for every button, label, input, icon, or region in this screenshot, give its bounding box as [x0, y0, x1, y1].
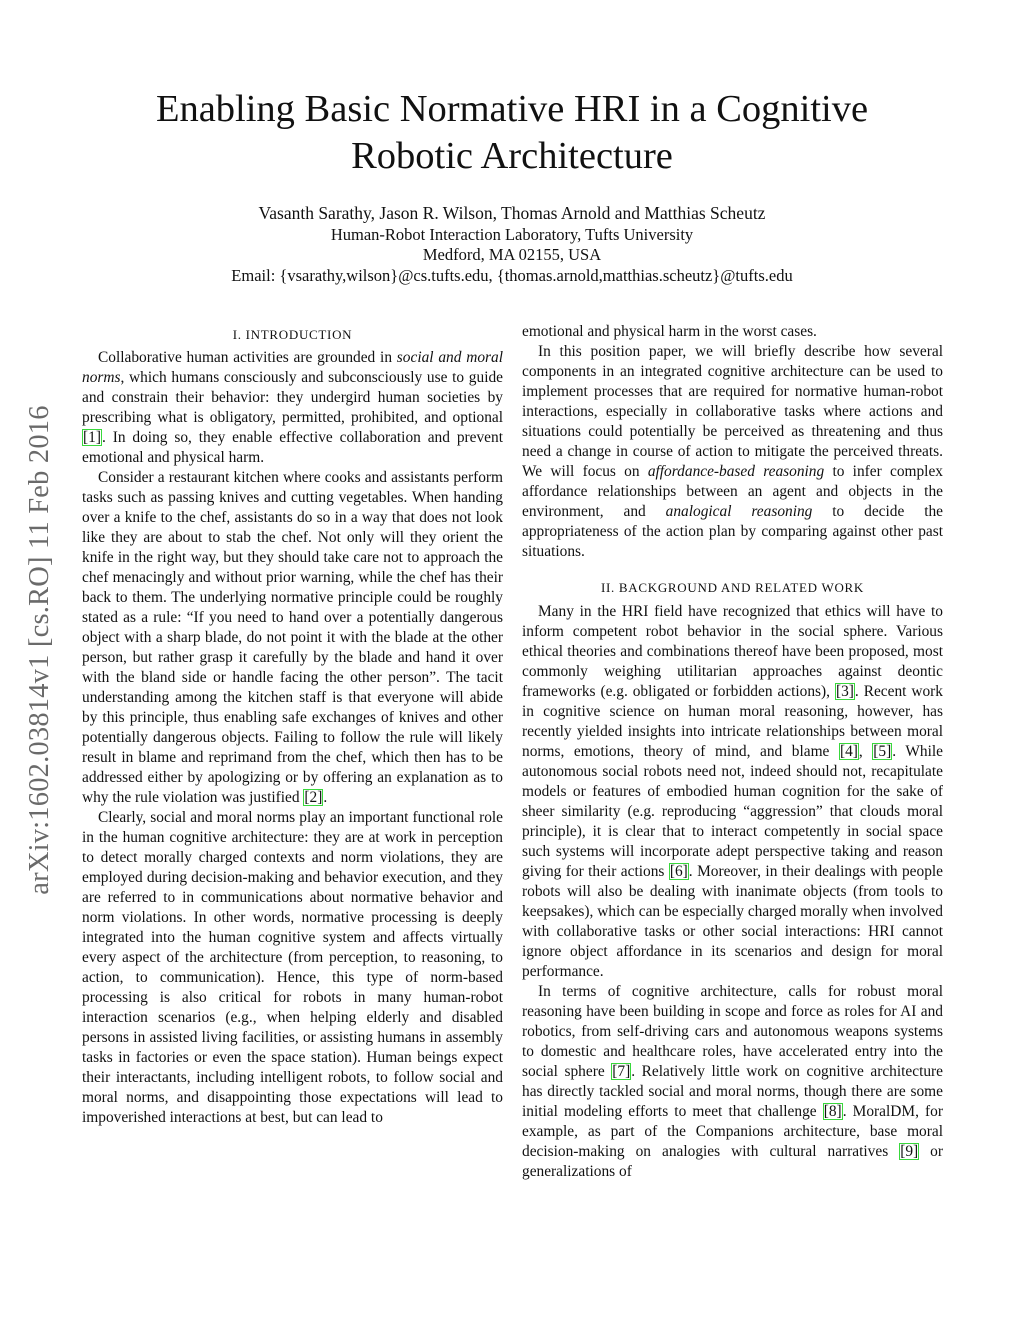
citation-6[interactable]: [6] [669, 863, 688, 880]
title-line-2: Robotic Architecture [351, 135, 673, 177]
intro-paragraph-1: Collaborative human activities are grounded in social and moral norms, which humans consciously and subconsciously use to guide and constrain their behavior: they undergird human societies by prescribing what is obligatory, permitted, prohibited, and optional [1]. In doing so, they enable effective collaboration and prevent emotional and physical harm. [82, 349, 503, 466]
emphasis-analogical-reasoning: analogical reasoning [665, 503, 813, 520]
citation-1[interactable]: [1] [83, 429, 101, 446]
paper-title [100, 86, 924, 180]
citation-2[interactable]: [2] [304, 789, 323, 806]
title-line-1: Enabling Basic Normative HRI in a Cognitive [155, 88, 869, 130]
emphasis-social-norms: social and moral norms [82, 349, 503, 386]
email: Email: {vsarathy,wilson}@cs.tufts.edu, {thomas.arnold,matthias.scheutz}@tufts.edu [231, 265, 793, 285]
intro-paragraph-3-continued: emotional and physical harm in the worst cases. [522, 323, 817, 340]
emphasis-affordance-reasoning: affordance-based reasoning [647, 463, 825, 480]
citation-9[interactable]: [9] [900, 1143, 919, 1160]
citation-3[interactable]: [3] [835, 683, 854, 700]
intro-paragraph-2: Consider a restaurant kitchen where cooks and assistants perform tasks such as passing knives and cutting vegetables. When handing over a knife to the chef, assistants do so in a way that does not look like they are about to stab the chef. Not only will they orient the knife in the right way, but they should take care not to approach the chef menacingly and without prior warning, while the chef has their back to them. The underlying normative principle could be roughly stated as a rule: “If you need to hand over a potentially dangerous object with a sharp blade, do not point it with the blade at the other person, but rather grasp it carefully by the blade and hand it over with the bland side or handle facing the other person”. The tacit understanding among the kitchen staff is that everyone will abide by this principle, thus enabling safe exchanges of knives and other potentially dangerous objects. Failing to follow the rule will likely result in blame and reprimand from the chef, which then has to be addressed either by apologizing or by offering an explanation as to why the rule violation was justified [2]. [82, 469, 503, 806]
affiliation: Human-Robot Interaction Laboratory, Tufts University [330, 224, 694, 244]
background-paragraph-2: In terms of cognitive architecture, calls for robust moral reasoning have been building in scope and force as roles for AI and robotics, from self-driving cars and autonomous weapons systems to domestic and healthcare roles, have accelerated entry into the social sphere [7]. Relatively little work on cognitive architecture has directly tackled social and moral norms, though there are some initial modeling efforts to meet that challenge [8]. MoralDM, for example, as part of the Companions architecture, base moral decision-making on analogies with cultural narratives [9] or generalizations of [522, 983, 943, 1180]
citation-8[interactable]: [8] [823, 1103, 842, 1120]
author-names: Vasanth Sarathy, Jason R. Wilson, Thomas Arnold and Matthias Scheutz [258, 203, 766, 223]
citation-7[interactable]: [7] [612, 1063, 631, 1080]
arxiv-identifier-margin [20, 350, 60, 950]
citation-4[interactable]: [4] [839, 743, 858, 760]
background-paragraph-1: Many in the HRI field have recognized that ethics will have to inform competent robot behavior in the social sphere. Various ethical theories and combinations thereof have been proposed, most commonly weighing utilitarian approaches against deontic frameworks (e.g. obligated or forbidden actions), [3]. Recent work in cognitive science on human moral reasoning, however, has recently yielded insights into intricate relationships between moral norms, emotions, theory of mind, and blame [4], [5]. While autonomous social robots need not, indeed should not, recapitulate models or features of embodied human cognition for the sake of sheer similarity (e.g. reproducing “aggression” that clouds moral principle), it is clear that to interact competently in social space such systems will incorporate adept perspective taking and reason giving for their actions [6]. Moreover, in their dealings with people robots will also be dealing with inanimate objects (from tools to keepsakes), which can be especially charged morally when involved with collaborative tasks or other social interactions: HRI cannot ignore object affordance in its scenarios and design for moral performance. [522, 603, 944, 980]
section-heading-introduction: I. INTRODUCTION [232, 327, 353, 342]
intro-paragraph-4: In this position paper, we will briefly describe how several components in an integrated cognitive architecture can be used to implement processes that are required for normative human-robot interactions, especially in collaborative tasks where actions and situations could potentially be perceived as threatening and thus need a change in course of action to mitigate the perceived threats. We will focus on affordance-based reasoning to infer complex affordance relationships between an agent and objects in the environment, and analogical reasoning to decide the appropriateness of the action plan by comparing against other past situations. [522, 343, 943, 560]
left-column [82, 322, 503, 1128]
right-column [522, 322, 943, 1182]
citation-5[interactable]: [5] [873, 743, 892, 760]
intro-paragraph-3: Clearly, social and moral norms play an important functional role in the human cognitive architecture: they are at work in perception to detect morally charged contexts and norm violations, they are employed during decision-making and behavior execution, and they are referred to in communications about normative behavior and norm violations. In other words, normative processing is deeply integrated into the human cognitive system and affects virtually every aspect of the architecture (from perception, to reasoning, to action, to communication). Hence, this type of norm-based processing is also critical for robots in many human-robot interaction scenarios (e.g., when helping elderly and disabled persons in assisted living facilities, or assisting humans in assembly tasks in factories or even the space station). Human beings expect their interactants, including intelligent robots, to follow social and moral norms, and disappointing those expectations will lead to impoverished interactions at best, but can lead to [82, 809, 503, 1126]
author-block [100, 203, 924, 286]
arxiv-identifier: arXiv:1602.03814v1 [cs.RO] 11 Feb 2016 [24, 405, 55, 895]
address: Medford, MA 02155, USA [422, 245, 602, 264]
section-heading-background: II. BACKGROUND AND RELATED WORK [600, 580, 865, 595]
